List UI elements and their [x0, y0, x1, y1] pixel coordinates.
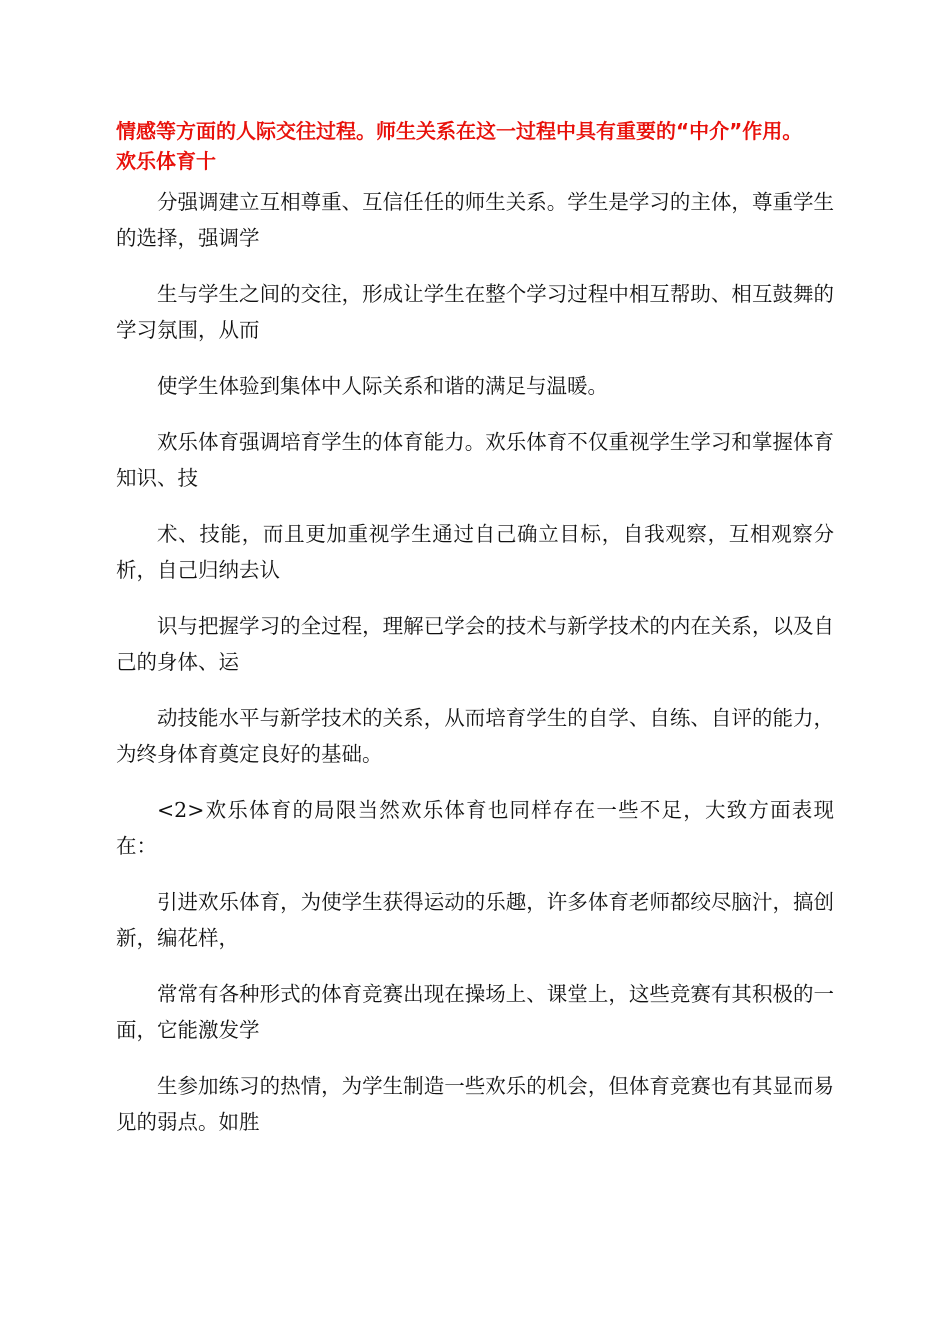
section-heading: 情感等方面的人际交往过程。师生关系在这一过程中具有重要的“中介”作用。欢乐体育十	[116, 119, 803, 173]
paragraph-4: 欢乐体育强调培育学生的体育能力。欢乐体育不仅重视学生学习和掌握体育知识、技	[116, 430, 834, 490]
paragraph-10: 常常有各种形式的体育竞赛出现在操场上、课堂上，这些竞赛有其积极的一面，它能激发学	[116, 982, 834, 1042]
paragraph-2: 生与学生之间的交往，形成让学生在整个学习过程中相互帮助、相互鼓舞的学习氛围，从而	[116, 282, 834, 342]
paragraph-1: 分强调建立互相尊重、互信任任的师生关系。学生是学习的主体，尊重学生的选择，强调学	[116, 190, 834, 250]
paragraph-6: 识与把握学习的全过程，理解已学会的技术与新学技术的内在关系，以及自己的身体、运	[116, 614, 834, 674]
paragraph-7: 动技能水平与新学技术的关系，从而培育学生的自学、自练、自评的能力，为终身体育奠定良好的基础。	[116, 706, 834, 766]
paragraph-8: <2>欢乐体育的局限当然欢乐体育也同样存在一些不足，大致方面表现在：	[116, 798, 834, 858]
paragraph-9: 引进欢乐体育，为使学生获得运动的乐趣，许多体育老师都绞尽脑汁，搞创新，编花样，	[116, 890, 834, 950]
paragraph-5: 术、技能，而且更加重视学生通过自己确立目标，自我观察，互相观察分析，自己归纳去认	[116, 522, 834, 582]
paragraph-3: 使学生体验到集体中人际关系和谐的满足与温暖。	[157, 374, 608, 398]
document-body	[116, 184, 834, 1160]
paragraph-11: 生参加练习的热情，为学生制造一些欢乐的机会，但体育竞赛也有其显而易见的弱点。如胜	[116, 1074, 834, 1134]
